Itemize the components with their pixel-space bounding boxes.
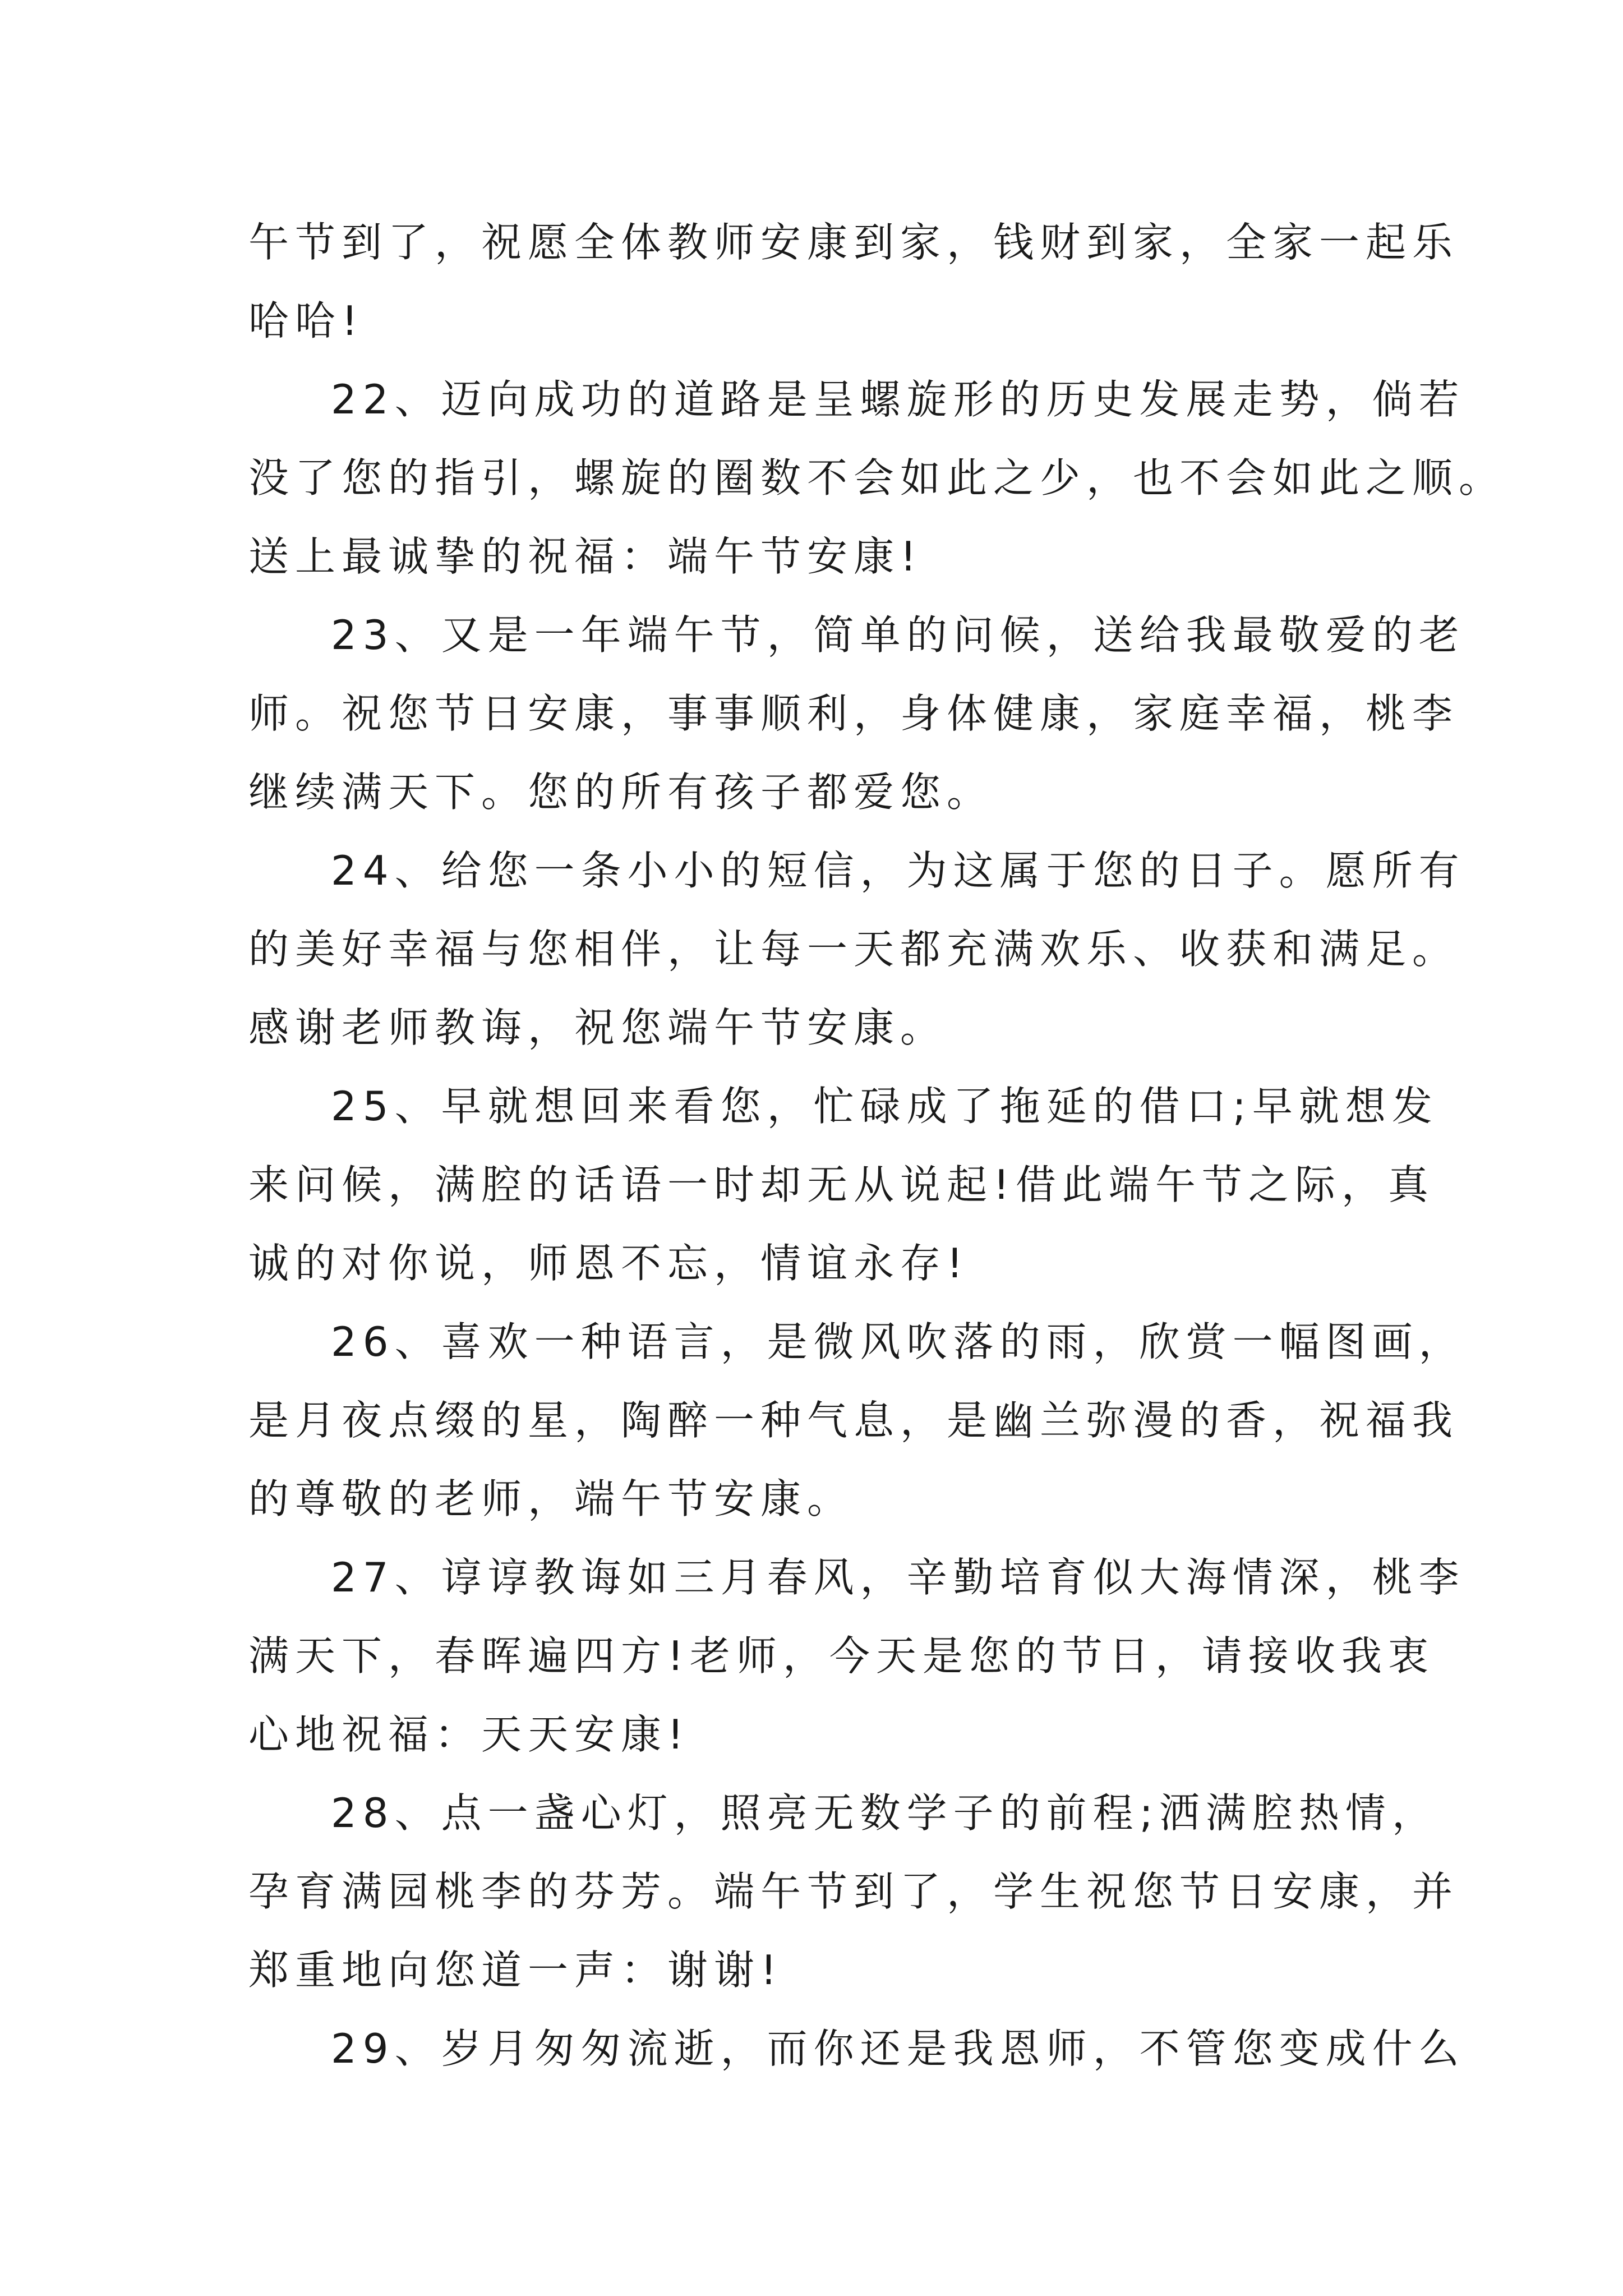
text-line: 感谢老师教诲，祝您端午节安康。	[248, 1004, 947, 1051]
text-line: 哈哈!	[248, 297, 364, 344]
text-line: 27、谆谆教诲如三月春风，辛勤培育似大海情深，桃李	[331, 1554, 1465, 1601]
text-line: 满天下，春晖遍四方!老师，今天是您的节日，请接收我衷	[248, 1632, 1435, 1680]
text-line: 来问候，满腔的话语一时却无从说起!借此端午节之际，真	[248, 1161, 1435, 1208]
text-line: 26、喜欢一种语言，是微风吹落的雨，欣赏一幅图画，	[331, 1318, 1465, 1365]
text-line: 28、点一盏心灯，照亮无数学子的前程;洒满腔热情，	[331, 1789, 1438, 1837]
text-line: 送上最诚挚的祝福：端午节安康!	[248, 533, 923, 580]
text-line: 22、迈向成功的道路是呈螺旋形的历史发展走势，倘若	[331, 376, 1465, 423]
text-line: 心地祝福：天天安康!	[248, 1711, 690, 1758]
text-line: 师。祝您节日安康，事事顺利，身体健康，家庭幸福，桃李	[248, 690, 1459, 737]
text-line: 24、给您一条小小的短信，为这属于您的日子。愿所有	[331, 847, 1465, 894]
text-line: 孕育满园桃李的芬芳。端午节到了，学生祝您节日安康，并	[248, 1868, 1459, 1915]
text-line: 继续满天下。您的所有孩子都爱您。	[248, 769, 994, 816]
text-line: 25、早就想回来看您，忙碌成了拖延的借口;早就想发	[331, 1083, 1438, 1130]
text-line: 诚的对你说，师恩不忘，情谊永存!	[248, 1240, 969, 1287]
text-line: 午节到了，祝愿全体教师安康到家，钱财到家，全家一起乐	[248, 219, 1459, 266]
text-line: 29、岁月匆匆流逝，而你还是我恩师，不管您变成什么	[331, 2025, 1465, 2072]
text-line: 没了您的指引，螺旋的圈数不会如此之少，也不会如此之顺。	[248, 454, 1506, 501]
text-line: 23、又是一年端午节，简单的问候，送给我最敬爱的老	[331, 611, 1465, 659]
text-line: 是月夜点缀的星，陶醉一种气息，是幽兰弥漫的香，祝福我	[248, 1397, 1459, 1444]
text-line: 的尊敬的老师，端午节安康。	[248, 1475, 854, 1522]
text-line: 郑重地向您道一声：谢谢!	[248, 1947, 783, 1994]
text-line: 的美好幸福与您相伴，让每一天都充满欢乐、收获和满足。	[248, 926, 1459, 973]
